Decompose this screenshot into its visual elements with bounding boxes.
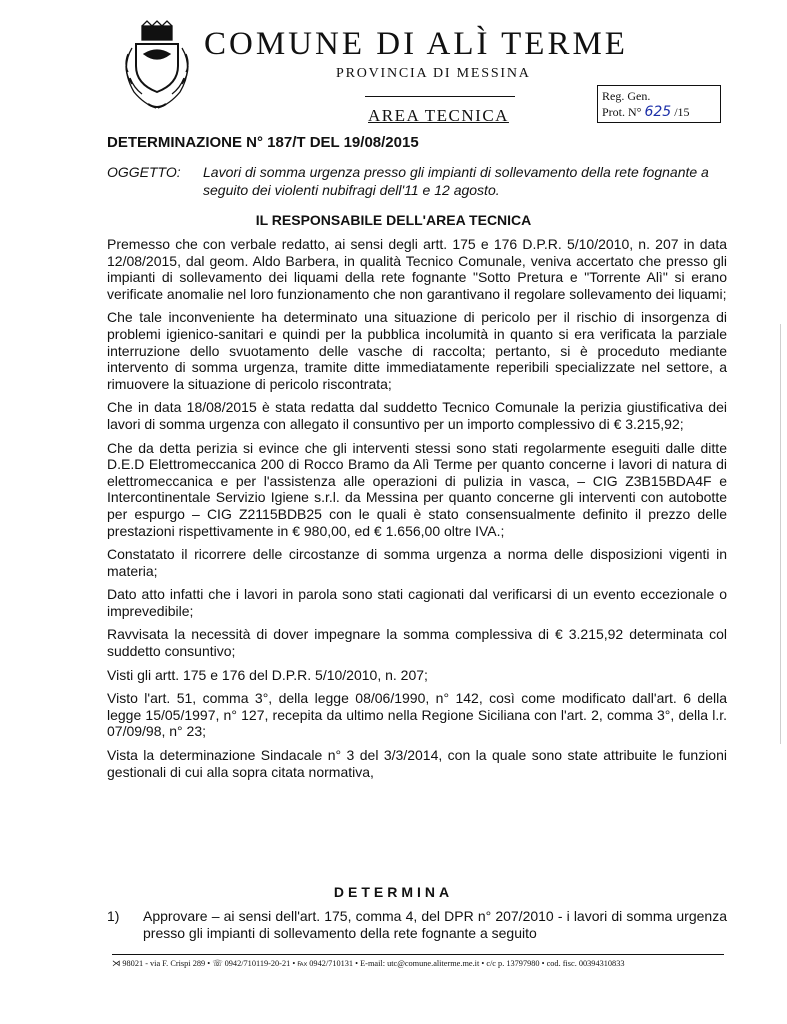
registration-stamp: [597, 85, 721, 123]
document-body: [107, 236, 727, 787]
body-paragraph: Ravvisata la necessità di dover impegnare la somma complessiva di € 3.215,92 determinata col suddetto consuntivo;: [107, 626, 727, 660]
header-divider: [365, 96, 515, 97]
body-paragraph: Che tale inconveniente ha determinato una situazione di pericolo per il rischio di insorgenza di problemi igienico-sanitari e quindi per la pubblica incolumità in quanto si era verificata la parziale interruzione dello svuotamento delle vasche di raccolta; pertanto, si è proceduto mediante intervento di somma urgenza, tramite ditte immediatamente reperibili specializzate nel settore, a rimuovere la situazione di pericolo riscontrata;: [107, 309, 727, 392]
body-paragraph: Premesso che con verbale redatto, ai sensi degli artt. 175 e 176 D.P.R. 5/10/2010, n. 207 in data 12/08/2015, dal geom. Aldo Barbera, in qualità Tecnico Comunale, veniva accertato che presso gli impianti di sollevamento dei liquami della rete fognante "Sotto Pretura e "Torrente Alì" si erano verificate anomalie nel loro funzionamento che non garantivano il regolare sollevamento dei liquami;: [107, 236, 727, 302]
body-paragraph: Visti gli artt. 175 e 176 del D.P.R. 5/10/2010, n. 207;: [107, 666, 428, 683]
protocol-handwritten-number: 625: [644, 104, 672, 120]
body-paragraph: Dato atto infatti che i lavori in parola sono stati cagionati dal verificarsi di un evento eccezionale o imprevedibile;: [107, 586, 727, 619]
footer-contacts: ⋊ 98021 - via F. Crispi 289 • ☏ 0942/710119-20-21 • ℻ 0942/710131 • E-mail: utc@comune.aliterme.me.it • c/c p. 13797980 • cod. fisc. 00394310833: [112, 959, 625, 968]
office-name: AREA TECNICA: [368, 106, 509, 125]
determina-heading: DETERMINA: [333, 884, 454, 900]
body-paragraph: Che da detta perizia si evince che gli interventi stessi sono stati regolarmente eseguiti dalle ditte D.E.D Elettromeccanica 200 di Rocco Bramo da Alì Terme per quanto concerne i lavori di natura di elettromeccanica e per l'assistenza alle operazioni di pulizia in vasca, – CIG Z3B15BDA4F e Intercontinentale Servizio Igiene s.r.l. da Messina per quanto concerne gli interventi con autobotte per espurgo – CIG Z2115BDB25 con le quali è stato consensualmente definito il prezzo delle prestazioni rispettivamente in € 980,00, ed € 1.656,00 oltre IVA.;: [107, 439, 727, 539]
scan-margin-mark: [780, 324, 781, 744]
body-paragraph: Vista la determinazione Sindacale n° 3 del 3/3/2014, con la quale sono state attribuite le funzioni gestionali di cui alla sopra citata normativa,: [107, 747, 727, 780]
municipal-crest-icon: [118, 20, 196, 112]
protocol-number: [602, 104, 720, 120]
item-text: Approvare – ai sensi dell'art. 175, comma 4, del DPR n° 207/2010 - i lavori di somma urgenza presso gli impianti di sollevamento della rete fognante a seguito: [143, 908, 727, 941]
responsible-heading: IL RESPONSABILE DELL'AREA TECNICA: [255, 212, 532, 228]
determina-item: [107, 908, 727, 942]
subject-label: OGGETTO:: [107, 164, 181, 180]
footer-divider: [112, 954, 724, 955]
body-paragraph: Visto l'art. 51, comma 3°, della legge 08/06/1990, n° 142, così come modificato dall'art. 6 della legge 15/05/1997, n° 127, recepita da ultimo nella Regione Siciliana con l'art. 2, comma 3°, della l.r. 07/09/98, n° 23;: [107, 690, 727, 740]
determination-title: DETERMINAZIONE N° 187/T DEL 19/08/2015: [107, 134, 419, 151]
protocol-year: /15: [674, 105, 690, 119]
body-paragraph: Constatato il ricorrere delle circostanze di somma urgenza a norma delle disposizioni vigenti in materia;: [107, 546, 727, 579]
subject-text: Lavori di somma urgenza presso gli impianti di sollevamento della rete fognante a seguito dei violenti nubifragi dell'11 e 12 agosto.: [203, 164, 709, 198]
item-number: 1): [107, 908, 120, 924]
reg-gen-label: Reg. Gen.: [602, 89, 651, 103]
town-title: COMUNE DI ALÌ TERME: [204, 26, 628, 62]
protocol-prefix: Prot. N°: [602, 105, 642, 119]
body-paragraph: Che in data 18/08/2015 è stata redatta dal suddetto Tecnico Comunale la perizia giustificativa dei lavori di somma urgenza con allegato il consuntivo per un importo complessivo di € 3.215,92;: [107, 399, 727, 432]
province-name: PROVINCIA DI MESSINA: [336, 66, 531, 81]
subject-block: [107, 163, 727, 199]
